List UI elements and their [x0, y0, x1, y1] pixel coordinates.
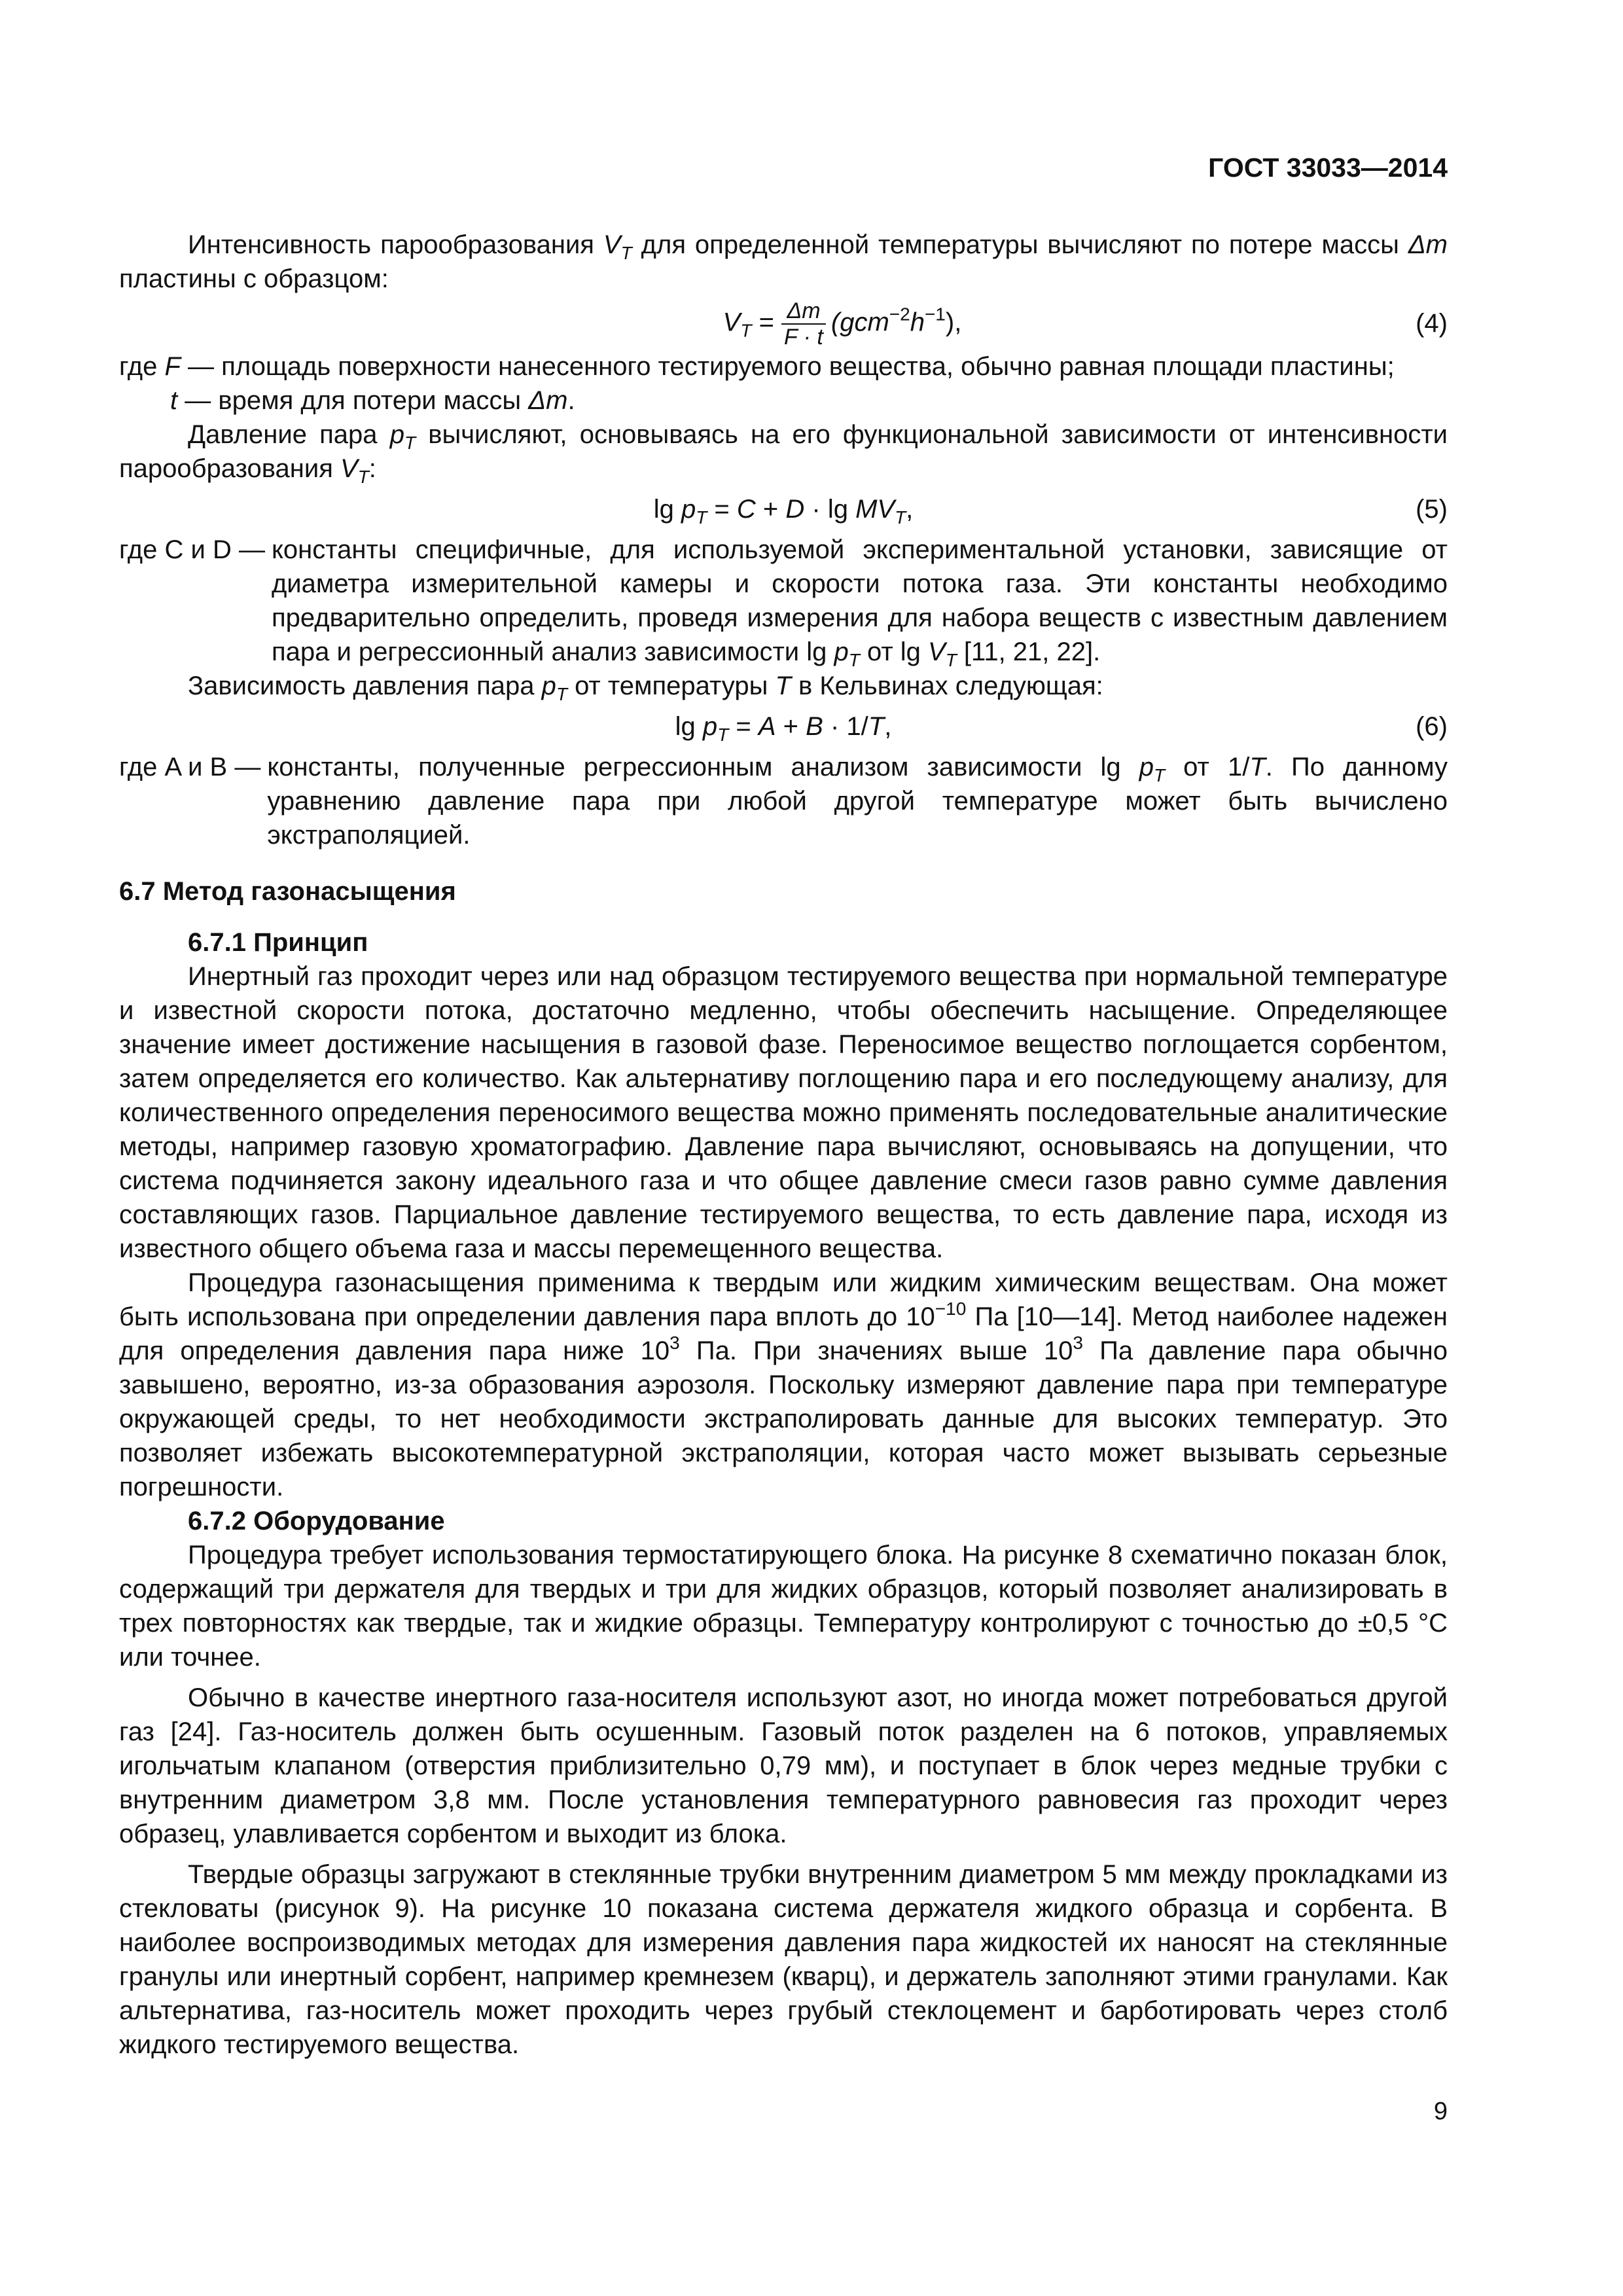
where-f: где F — площадь поверхности нанесенного тестируемого вещества, обычно равная площади пластины; [119, 352, 1395, 381]
where-description: константы, полученные регрессионным анализом зависимости $\lg p_T$ от 1/T. По данному уравнению давление пара при любой другой температуре может быть вычислено экстраполяцией. [267, 753, 1448, 850]
paragraph-solid-samples: Твердые образцы загружают в стеклянные трубки внутренним диаметром 5 мм между прокладками из стекловаты (рисунок 9). На рисунке 10 показана система держателя жидкого образца и сорбента. В наиболее воспроизводимых методах для измерения давления пара жидкостей их наносят на стеклянные гранулы или инертный сорбент, например кремнезем (кварц), и держатель заполняют этими гранулами. Как альтернатива, газ-носитель может проходить через грубый стеклоцемент и барботировать через столб жидкого тестируемого вещества. [119, 1860, 1448, 2059]
equation-6-body: $\lg p_T = A + B \cdot 1/T$, [675, 712, 892, 745]
section-6-7-1-title: 6.7.1 Принцип [188, 928, 368, 957]
section-6-7-2-title: 6.7.2 Оборудование [188, 1507, 445, 1535]
paragraph-carrier-gas: Обычно в качестве инертного газа-носителя используют азот, но иногда может потребоваться другой газ [24]. Газ-носитель должен быть осушенным. Газовый поток разделен на 6 потоков, управляемых игольчатым клапаном (отверстия приблизительно 0,79 мм), и поступает в блок через медные трубки с внутренним диаметром 3,8 мм. После установления температурного равновесия газ проходит через образец, улавливается сорбентом и выходит из блока. [119, 1683, 1448, 1848]
paragraph-equipment: Процедура требует использования термостатирующего блока. На рисунке 8 схематично показан блок, содержащий три держателя для твердых и три для жидких образцов, который позволяет анализировать в трех повторностях как твердые, так и жидкие образцы. Температуру контролируют с точностью до ±0,5 °С или точнее. [119, 1541, 1448, 1672]
fraction: $\frac{\Delta m}{F \cdot t}$ [781, 298, 826, 350]
paragraph-principle: Инертный газ проходит через или над образцом тестируемого вещества при нормальной температуре и известной скорости потока, достаточно медленно, чтобы обеспечить насыщение. Определяющее значение имеет достижение насыщения в газовой фазе. Переносимое вещество поглощается сорбентом, затем определяется его количество. Как альтернативу поглощению пара и его последующему анализу, для количественного определения переносимого вещества можно применять последовательные аналитические методы, например газовую хроматографию. Давление пара вычисляют, основываясь на допущении, что система подчиняется закону идеального газа и что общее давление смеси газов равно сумме давления составляющих газов. Парциальное давление тестируемого вещества, то есть давление пара, исходя из известного общего объема газа и массы перемещенного вещества. [119, 962, 1448, 1263]
equation-4-body: $V_T$ = $\frac{\Delta m}{F \cdot t}$ $(gcm^{-2}h^{-1})$, [722, 298, 962, 350]
where-c-d [119, 533, 1448, 669]
where-description: константы специфичные, для используемой экспериментальной установки, зависящие от диаметра измерительной камеры и скорости потока газа. Эти константы необходимо предварительно определить, проведя измерения для набора веществ с известным давлением пара и регрессионный анализ зависимости $\lg p_T$ от $\lg V_T$ [11, 21, 22]. [271, 535, 1448, 670]
paragraph-temperature-dependence: Зависимость давления пара $p_T$ от температуры T в Кельвинах следующая: [188, 672, 1103, 704]
equation-number: (5) [1416, 495, 1448, 524]
page-body [119, 228, 1448, 2062]
equation-number: (4) [1416, 309, 1448, 338]
equation-5 [119, 492, 1448, 526]
document-header: ГОСТ 33033—2014 [1208, 152, 1448, 183]
equation-4 [119, 298, 1448, 350]
where-a-b [119, 750, 1448, 852]
where-label: где A и B — [119, 753, 261, 781]
where-t: t — время для потери массы Δm. [170, 386, 575, 415]
where-label: где C и D — [119, 535, 265, 564]
equation-6 [119, 709, 1448, 744]
paragraph-applicability: Процедура газонасыщения применима к твердым или жидким химическим веществам. Она может быть использована при определении давления пара вплоть до $10^{-10}$ Па [10—14]. Метод наиболее надежен для определения давления пара ниже $10^3$ Па. При значениях выше $10^3$ Па давление пара обычно завышено, вероятно, из-за образования аэрозоля. Поскольку измеряют давление пара при температуре окружающей среды, то нет необходимости экстраполировать данные для высоких температур. Это позволяет избежать высокотемпературной экстраполяции, которая часто может вызывать серьезные погрешности. [119, 1268, 1448, 1501]
paragraph-vapor-pressure: Давление пара $p_T$ вычисляют, основываясь на его функциональной зависимости от интенсивности парообразования $V_T$: [119, 420, 1448, 487]
equation-5-body: $\lg p_T = C + D \cdot \lg MV_T$, [653, 495, 914, 528]
section-6-7-title: 6.7 Метод газонасыщения [119, 877, 456, 906]
page-number: 9 [1433, 2098, 1448, 2125]
equation-number: (6) [1416, 712, 1448, 741]
paragraph-evaporation-rate: Интенсивность парообразования $V_T$ для определенной температуры вычисляют по потере массы Δm пластины с образцом: [119, 230, 1448, 293]
